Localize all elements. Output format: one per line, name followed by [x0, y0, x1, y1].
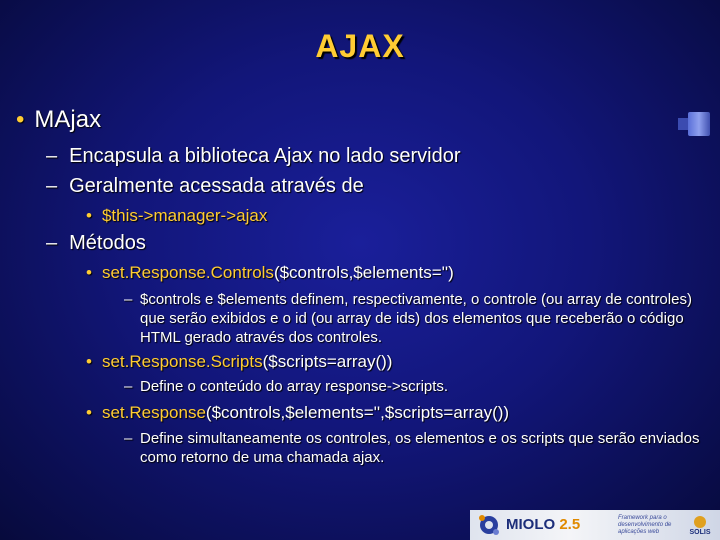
bullet-dot-icon: •	[86, 206, 92, 225]
sub-bullet-encapsula	[46, 145, 460, 168]
method-response	[86, 403, 509, 423]
dash-icon: –	[124, 430, 133, 447]
method-controls	[86, 263, 454, 283]
sub-sub-bullet-manager	[86, 206, 267, 226]
dash-icon: –	[46, 145, 58, 167]
desc-text: $controls e $elements definem, respectivamente, o controle (ou array de controles) que serão exibidos e o id (ou array de ids) dos elementos que receberão o código HTML gerado através dos controles.	[140, 291, 692, 346]
dash-icon: –	[46, 175, 58, 197]
method-args: ($scripts=array())	[262, 352, 393, 371]
sub-bullet-metodos	[46, 232, 146, 255]
bullet-dot-icon: •	[86, 263, 92, 282]
bullet-text: Geralmente acessada através de	[69, 175, 364, 197]
brand-name: MIOLO	[506, 516, 556, 533]
method-scripts	[86, 352, 392, 372]
method-response-desc	[124, 429, 704, 467]
dash-icon: –	[124, 291, 133, 308]
method-args: ($controls,$elements='')	[273, 263, 454, 282]
slide-title: AJAX	[315, 28, 405, 64]
miolo-gear-logo-icon	[476, 513, 502, 537]
bullet-dot-icon: •	[86, 352, 92, 371]
method-args: ($controls,$elements='',$scripts=array())	[205, 403, 510, 422]
dash-icon: –	[124, 378, 133, 395]
footer-banner	[470, 510, 720, 540]
bullet-dot-icon: •	[16, 106, 25, 133]
bullet-text: Métodos	[69, 232, 146, 254]
bullet-text: MAjax	[34, 106, 102, 133]
dash-icon: –	[46, 232, 58, 254]
method-controls-desc	[124, 290, 704, 347]
method-scripts-desc	[124, 377, 704, 396]
footer-brand	[506, 516, 580, 533]
bullet-majax	[16, 106, 101, 134]
solis-logo	[684, 514, 716, 536]
brand-version: 2.5	[559, 516, 581, 533]
partner-name: SOLIS	[689, 529, 711, 536]
bullet-text: Encapsula a biblioteca Ajax no lado servidor	[69, 145, 461, 167]
decorative-tab	[688, 112, 710, 136]
method-name: set.Response.Controls	[101, 263, 274, 282]
method-name: set.Response	[101, 403, 206, 422]
desc-text: Define o conteúdo do array response->scripts.	[140, 378, 449, 395]
desc-text: Define simultaneamente os controles, os elementos e os scripts que serão enviados como retorno de uma chamada ajax.	[140, 430, 700, 466]
sub-bullet-geralmente	[46, 175, 364, 198]
footer-tagline: Framework para o desenvolvimento de aplicações web	[618, 515, 672, 535]
method-name: set.Response.Scripts	[101, 352, 263, 371]
bullet-text: $this->manager->ajax	[101, 206, 268, 225]
bullet-dot-icon: •	[86, 403, 92, 422]
